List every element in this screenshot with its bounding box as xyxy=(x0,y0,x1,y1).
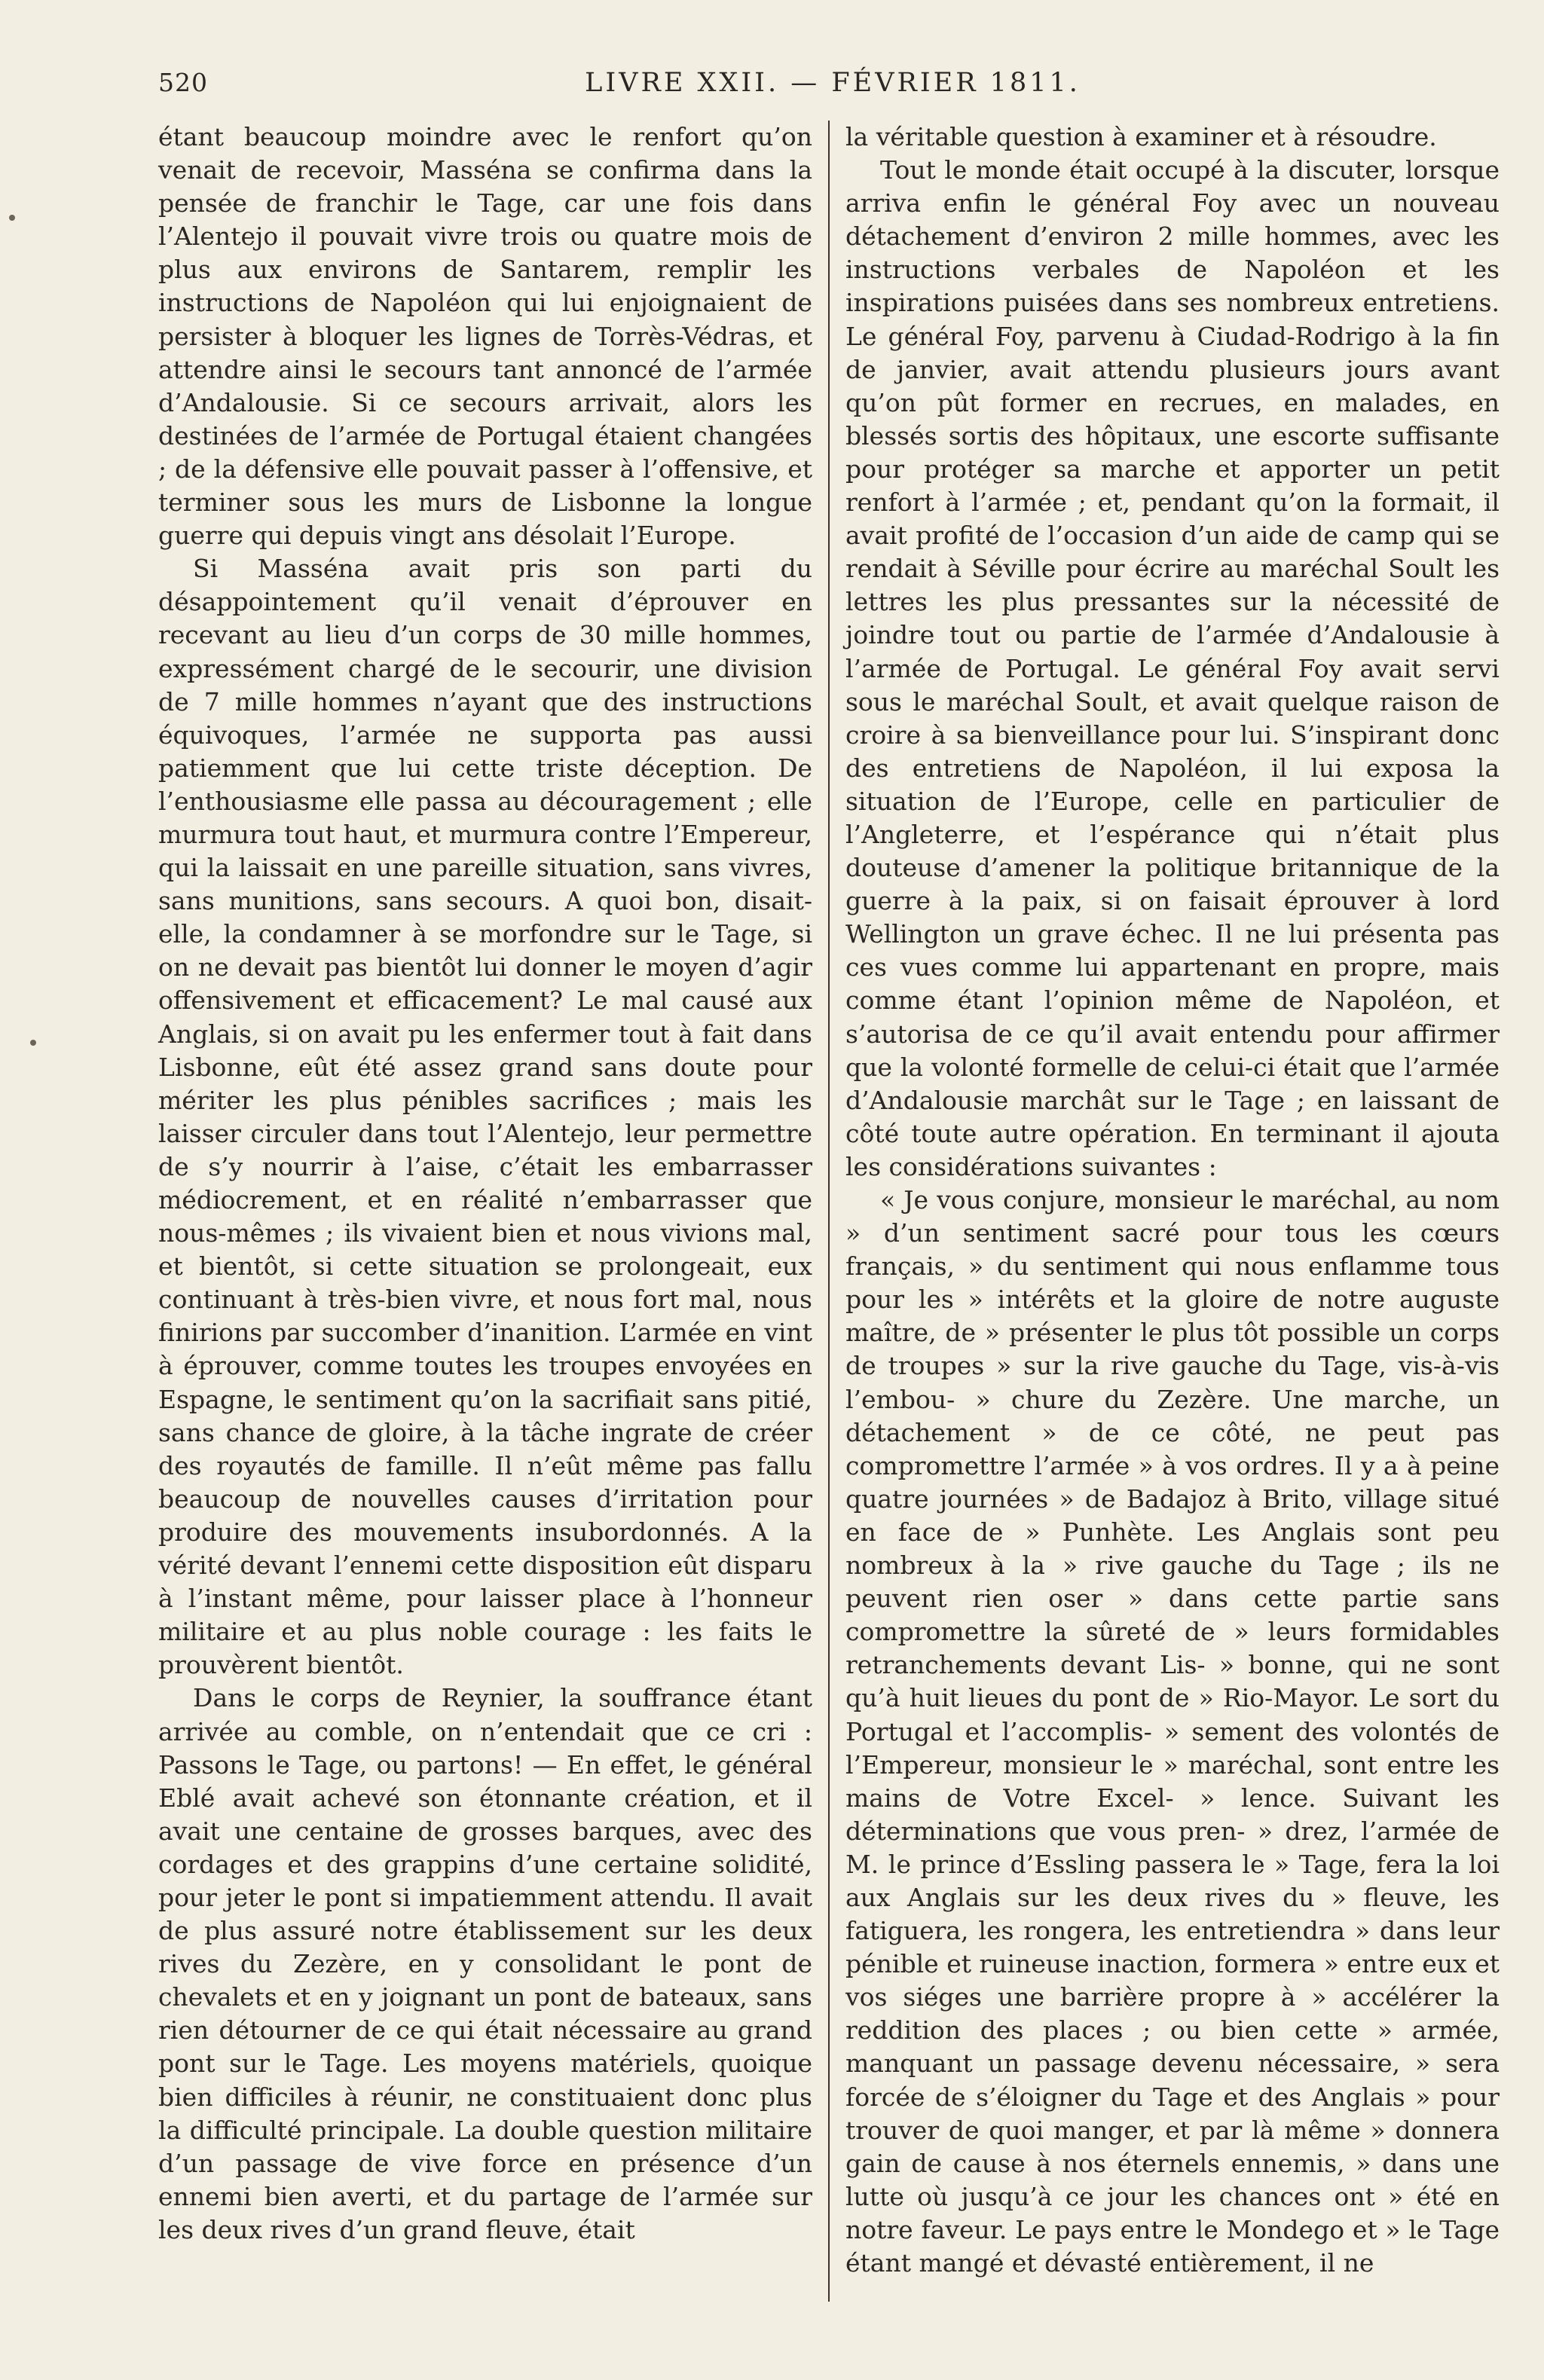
running-title: LIVRE XXII. — FÉVRIER 1811. xyxy=(585,68,1081,98)
paragraph: Si Masséna avait pris son parti du désappointement qu’il venait d’éprouver en recevant au lieu d’un corps de 30 mille hommes, expressément chargé de le secourir, une division de 7 mille hommes n’ayant que des instructions équivoques, l’armée ne supporta pas aussi patiemment que lui cette triste déception. De l’enthousiasme elle passa au découragement ; elle murmura tout haut, et murmura contre l’Empereur, qui la laissait en une pareille situation, sans vivres, sans munitions, sans secours. A quoi bon, disait-elle, la condamner à se morfondre sur le Tage, si on ne devait pas bientôt lui donner le moyen d’agir offensivement et efficacement? Le mal causé aux Anglais, si on avait pu les enfermer tout à fait dans Lisbonne, eût été assez grand sans doute pour mériter les plus pénibles sacrifices ; mais les laisser circuler dans tout l’Alentejo, leur permettre de s’y nourrir à l’aise, c’était les embarrasser médiocrement, et en réalité n’embarrasser que nous-mêmes ; ils vivaient bien et nous vivions mal, et bientôt, si cette situation se prolongeait, eux continuant à très-bien vivre, et nous fort mal, nous finirions par succomber d’inanition. L’armée en vint à éprouver, comme toutes les troupes envoyées en Espagne, le sentiment qu’on la sacrifiait sans pitié, sans chance de gloire, à la tâche ingrate de créer des royautés de famille. Il n’eût même pas fallu beaucoup de nouvelles causes d’irritation pour produire des mouvements insubordonnés. A la vérité devant l’ennemi cette disposition eût disparu à l’instant même, pour laisser place à l’honneur militaire et au plus noble courage : les faits le prouvèrent bientôt. xyxy=(158,554,812,1680)
page-number: 520 xyxy=(158,68,208,97)
right-column xyxy=(845,121,1500,2280)
column-divider xyxy=(828,121,830,2302)
quoted-letter: « Je vous conjure, monsieur le maréchal, au nom » d’un sentiment sacré pour tous les cœurs français, » du sentiment qui nous enflamme tous pour les » intérêts et la gloire de notre auguste maître, de » présenter le plus tôt possible un corps de troupes » sur la rive gauche du Tage, vis-à-vis l’embou- » chure du Zezère. Une marche, un détachement » de ce côté, ne peut pas compromettre l’armée » à vos ordres. Il y a à peine quatre journées » de Badajoz à Brito, village situé en face de » Punhète. Les Anglais sont peu nombreux à la » rive gauche du Tage ; ils ne peuvent rien oser » dans cette partie sans compromettre la sûreté de » leurs formidables retranchements devant Lis- » bonne, qui ne sont qu’à huit lieues du pont de » Rio-Mayor. Le sort du Portugal et l’accomplis- » sement des volontés de l’Empereur, monsieur le » maréchal, sont entre les mains de Votre Excel- » lence. Suivant les déterminations que vous pren- » drez, l’armée de M. le prince d’Essling passera le » Tage, fera la loi aux Anglais sur les deux rives du » fleuve, les fatiguera, les rongera, les entretiendra » dans leur pénible et ruineuse inaction, formera » entre eux et vos siéges une barrière propre à » accélérer la reddition des places ; ou bien cette » armée, manquant un passage devenu nécessaire, » sera forcée de s’éloigner du Tage et des Anglais » pour trouver de quoi manger, et par là même » donnera gain de cause à nos éternels ennemis, » dans une lutte où jusqu’à ce jour les chances ont » été en notre faveur. Le pays entre le Mondego et » le Tage étant mangé et dévasté entièrement, il ne xyxy=(845,1185,1500,2278)
paragraph: Tout le monde était occupé à la discuter, lorsque arriva enfin le général Foy avec un nouveau détachement d’environ 2 mille hommes, avec les instructions verbales de Napoléon et les inspirations puisées dans ses nombreux entretiens. Le général Foy, parvenu à Ciudad-Rodrigo à la fin de janvier, avait attendu plusieurs jours avant qu’on pût former en recrues, en malades, en blessés sortis des hôpitaux, une escorte suffisante pour protéger sa marche et apporter un petit renfort à l’armée ; et, pendant qu’on la formait, il avait profité de l’occasion d’un aide de camp qui se rendait à Séville pour écrire au maréchal Soult les lettres les plus pressantes sur la nécessité de joindre tout ou partie de l’armée d’Andalousie à l’armée de Portugal. Le général Foy avait servi sous le maréchal Soult, et avait quelque raison de croire à sa bienveillance pour lui. S’inspirant donc des entretiens de Napoléon, il lui exposa la situation de l’Europe, celle en particulier de l’Angleterre, et l’espérance qui n’était plus douteuse d’amener la politique britannique de la guerre à la paix, si on faisait éprouver à lord Wellington un grave échec. Il ne lui présenta pas ces vues comme lui appartenant en propre, mais comme étant l’opinion même de Napoléon, et s’autorisa de ce qu’il avait entendu pour affirmer que la volonté formelle de celui-ci était que l’armée d’Andalousie marchât sur le Tage ; en laissant de côté toute autre opération. En terminant il ajouta les considérations suivantes : xyxy=(845,155,1500,1181)
page-header xyxy=(158,68,1507,105)
paragraph: Dans le corps de Reynier, la souffrance étant arrivée au comble, on n’entendait que ce cri : Passons le Tage, ou partons! — En effet, le général Eblé avait achevé son étonnante création, et il avait une centaine de grosses barques, avec des cordages et des grappins d’une certaine solidité, pour jeter le pont si impatiemment attendu. Il avait de plus assuré notre établissement sur les deux rives du Zezère, en y consolidant le pont de chevalets et en y joignant un pont de bateaux, sans rien détourner de ce qui était nécessaire au grand pont sur le Tage. Les moyens matériels, quoique bien difficiles à réunir, ne constituaient donc plus la difficulté principale. La double question militaire d’un passage de vive force en présence d’un ennemi bien averti, et du partage de l’armée sur les deux rives d’un grand fleuve, était xyxy=(158,1683,812,2244)
margin-mark xyxy=(9,215,15,221)
paragraph-continued: la véritable question à examiner et à résoudre. xyxy=(845,122,1437,151)
left-column xyxy=(158,121,812,2247)
margin-mark xyxy=(30,1040,36,1046)
paragraph-continued: étant beaucoup moindre avec le renfort qu’on venait de recevoir, Masséna se confirma dans la pensée de franchir le Tage, car une fois dans l’Alentejo il pouvait vivre trois ou quatre mois de plus aux environs de Santarem, remplir les instructions de Napoléon qui lui enjoignaient de persister à bloquer les lignes de Torrès-Védras, et attendre ainsi le secours tant annoncé de l’armée d’Andalousie. Si ce secours arrivait, alors les destinées de l’armée de Portugal étaient changées ; de la défensive elle pouvait passer à l’offensive, et terminer sous les murs de Lisbonne la longue guerre qui depuis vingt ans désolait l’Europe. xyxy=(158,122,812,551)
